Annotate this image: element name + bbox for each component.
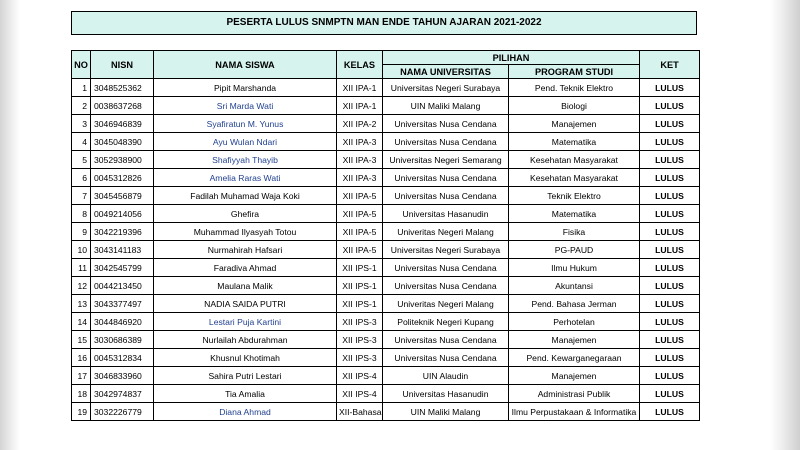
- cell-no: 16: [72, 349, 91, 367]
- cell-ket: LULUS: [640, 259, 700, 277]
- cell-kelas: XII IPA-3: [337, 169, 383, 187]
- cell-program-studi: Manajemen: [509, 367, 640, 385]
- cell-ket: LULUS: [640, 403, 700, 421]
- cell-nama-siswa: Khusnul Khotimah: [154, 349, 337, 367]
- table-row: [72, 97, 700, 115]
- header-nama-universitas: NAMA UNIVERSITAS: [383, 65, 509, 79]
- cell-no: 9: [72, 223, 91, 241]
- cell-nama-siswa: Fadilah Muhamad Waja Koki: [154, 187, 337, 205]
- cell-kelas: XII-Bahasa: [337, 403, 383, 421]
- cell-nisn: 0045312826: [91, 169, 154, 187]
- cell-kelas: XII IPA-3: [337, 133, 383, 151]
- cell-no: 14: [72, 313, 91, 331]
- cell-kelas: XII IPS-1: [337, 277, 383, 295]
- cell-ket: LULUS: [640, 367, 700, 385]
- cell-program-studi: Ilmu Perpustakaan & Informatika: [509, 403, 640, 421]
- table-row: [72, 115, 700, 133]
- cell-ket: LULUS: [640, 205, 700, 223]
- cell-no: 7: [72, 187, 91, 205]
- cell-program-studi: Pend. Kewarganegaraan: [509, 349, 640, 367]
- cell-kelas: XII IPA-3: [337, 151, 383, 169]
- cell-ket: LULUS: [640, 223, 700, 241]
- table-row: [72, 241, 700, 259]
- cell-nama-siswa: Muhammad Ilyasyah Totou: [154, 223, 337, 241]
- cell-universitas: Universitas Nusa Cendana: [383, 277, 509, 295]
- cell-nama-siswa: Maulana Malik: [154, 277, 337, 295]
- cell-ket: LULUS: [640, 97, 700, 115]
- cell-nisn: 0044213450: [91, 277, 154, 295]
- cell-no: 2: [72, 97, 91, 115]
- cell-nisn: 3046833960: [91, 367, 154, 385]
- cell-nisn: 3032226779: [91, 403, 154, 421]
- table-header-row: [72, 51, 700, 65]
- cell-program-studi: Fisika: [509, 223, 640, 241]
- cell-nisn: 3042545799: [91, 259, 154, 277]
- cell-universitas: Universitas Nusa Cendana: [383, 187, 509, 205]
- cell-no: 17: [72, 367, 91, 385]
- cell-program-studi: Biologi: [509, 97, 640, 115]
- cell-ket: LULUS: [640, 295, 700, 313]
- header-pilihan: PILIHAN: [383, 51, 640, 65]
- cell-kelas: XII IPA-5: [337, 187, 383, 205]
- cell-no: 13: [72, 295, 91, 313]
- header-nama-siswa: NAMA SISWA: [154, 51, 337, 79]
- cell-nisn: 0045312834: [91, 349, 154, 367]
- cell-kelas: XII IPA-1: [337, 97, 383, 115]
- cell-no: 1: [72, 79, 91, 97]
- cell-nisn: 3046946839: [91, 115, 154, 133]
- cell-program-studi: Administrasi Publik: [509, 385, 640, 403]
- cell-no: 10: [72, 241, 91, 259]
- cell-program-studi: PG-PAUD: [509, 241, 640, 259]
- page-left-shadow: [0, 0, 20, 450]
- table-row: [72, 295, 700, 313]
- cell-nisn: 0049214056: [91, 205, 154, 223]
- cell-program-studi: Akuntansi: [509, 277, 640, 295]
- table-row: [72, 79, 700, 97]
- cell-kelas: XII IPA-5: [337, 241, 383, 259]
- table-row: [72, 187, 700, 205]
- cell-nama-siswa: Tia Amalia: [154, 385, 337, 403]
- cell-program-studi: Matematika: [509, 133, 640, 151]
- cell-nama-siswa: Shafiyyah Thayib: [154, 151, 337, 169]
- cell-universitas: Univeritas Negeri Malang: [383, 295, 509, 313]
- cell-nama-siswa: Nurlailah Abdurahman: [154, 331, 337, 349]
- cell-kelas: XII IPA-5: [337, 205, 383, 223]
- table-row: [72, 133, 700, 151]
- header-program-studi: PROGRAM STUDI: [509, 65, 640, 79]
- cell-kelas: XII IPA-5: [337, 223, 383, 241]
- cell-ket: LULUS: [640, 79, 700, 97]
- table-body: [72, 79, 700, 421]
- cell-ket: LULUS: [640, 313, 700, 331]
- cell-nisn: 3044846920: [91, 313, 154, 331]
- cell-universitas: UIN Maliki Malang: [383, 97, 509, 115]
- cell-kelas: XII IPA-1: [337, 79, 383, 97]
- cell-universitas: Universitas Nusa Cendana: [383, 259, 509, 277]
- cell-universitas: UIN Maliki Malang: [383, 403, 509, 421]
- document-title: PESERTA LULUS SNMPTN MAN ENDE TAHUN AJARAN 2021-2022: [71, 11, 697, 35]
- header-ket: KET: [640, 51, 700, 79]
- cell-nisn: 3045048390: [91, 133, 154, 151]
- cell-nisn: 3043377497: [91, 295, 154, 313]
- cell-nama-siswa: NADIA SAIDA PUTRI: [154, 295, 337, 313]
- cell-no: 15: [72, 331, 91, 349]
- cell-nama-siswa: Nurmahirah Hafsari: [154, 241, 337, 259]
- cell-no: 4: [72, 133, 91, 151]
- cell-universitas: Universitas Nusa Cendana: [383, 169, 509, 187]
- cell-ket: LULUS: [640, 277, 700, 295]
- cell-ket: LULUS: [640, 385, 700, 403]
- cell-nama-siswa: Ayu Wulan Ndari: [154, 133, 337, 151]
- cell-program-studi: Pend. Teknik Elektro: [509, 79, 640, 97]
- cell-nama-siswa: Sahira Putri Lestari: [154, 367, 337, 385]
- cell-program-studi: Kesehatan Masyarakat: [509, 169, 640, 187]
- cell-universitas: Universitas Hasanudin: [383, 385, 509, 403]
- cell-nama-siswa: Lestari Puja Kartini: [154, 313, 337, 331]
- cell-nisn: 3048525362: [91, 79, 154, 97]
- cell-kelas: XII IPS-3: [337, 313, 383, 331]
- cell-universitas: Universitas Nusa Cendana: [383, 115, 509, 133]
- graduates-table: [71, 50, 700, 421]
- cell-kelas: XII IPS-3: [337, 349, 383, 367]
- cell-nisn: 3052938900: [91, 151, 154, 169]
- cell-universitas: Universitas Negeri Semarang: [383, 151, 509, 169]
- cell-nama-siswa: Syafiratun M. Yunus: [154, 115, 337, 133]
- cell-no: 18: [72, 385, 91, 403]
- cell-nisn: 3043141183: [91, 241, 154, 259]
- cell-nama-siswa: Diana Ahmad: [154, 403, 337, 421]
- table-row: [72, 367, 700, 385]
- cell-program-studi: Manajemen: [509, 331, 640, 349]
- cell-no: 11: [72, 259, 91, 277]
- cell-program-studi: Ilmu Hukum: [509, 259, 640, 277]
- table-row: [72, 349, 700, 367]
- cell-ket: LULUS: [640, 241, 700, 259]
- cell-ket: LULUS: [640, 151, 700, 169]
- header-nisn: NISN: [91, 51, 154, 79]
- cell-nama-siswa: Amelia Raras Wati: [154, 169, 337, 187]
- cell-nama-siswa: Sri Marda Wati: [154, 97, 337, 115]
- cell-kelas: XII IPS-4: [337, 385, 383, 403]
- cell-no: 3: [72, 115, 91, 133]
- cell-ket: LULUS: [640, 115, 700, 133]
- cell-nisn: 3045456879: [91, 187, 154, 205]
- table-row: [72, 385, 700, 403]
- cell-program-studi: Matematika: [509, 205, 640, 223]
- cell-kelas: XII IPS-1: [337, 295, 383, 313]
- header-no: NO: [72, 51, 91, 79]
- cell-program-studi: Pend. Bahasa Jerman: [509, 295, 640, 313]
- cell-nama-siswa: Pipit Marshanda: [154, 79, 337, 97]
- cell-kelas: XII IPS-4: [337, 367, 383, 385]
- cell-ket: LULUS: [640, 349, 700, 367]
- cell-universitas: Universitas Negeri Surabaya: [383, 79, 509, 97]
- cell-nisn: 3042219396: [91, 223, 154, 241]
- cell-no: 8: [72, 205, 91, 223]
- cell-universitas: Univeritas Negeri Malang: [383, 223, 509, 241]
- table-row: [72, 205, 700, 223]
- cell-nama-siswa: Ghefira: [154, 205, 337, 223]
- page-right-shadow: [770, 0, 800, 450]
- cell-ket: LULUS: [640, 133, 700, 151]
- table-row: [72, 259, 700, 277]
- cell-nama-siswa: Faradiva Ahmad: [154, 259, 337, 277]
- cell-ket: LULUS: [640, 187, 700, 205]
- cell-kelas: XII IPS-3: [337, 331, 383, 349]
- cell-program-studi: Manajemen: [509, 115, 640, 133]
- table-row: [72, 151, 700, 169]
- table-row: [72, 169, 700, 187]
- table-row: [72, 331, 700, 349]
- cell-kelas: XII IPS-1: [337, 259, 383, 277]
- cell-nisn: 3042974837: [91, 385, 154, 403]
- cell-universitas: Universitas Nusa Cendana: [383, 349, 509, 367]
- table-row: [72, 277, 700, 295]
- cell-ket: LULUS: [640, 331, 700, 349]
- cell-no: 5: [72, 151, 91, 169]
- table-row: [72, 223, 700, 241]
- cell-nisn: 0038637268: [91, 97, 154, 115]
- cell-ket: LULUS: [640, 169, 700, 187]
- cell-universitas: Universitas Hasanudin: [383, 205, 509, 223]
- cell-universitas: Universitas Nusa Cendana: [383, 133, 509, 151]
- cell-universitas: UIN Alaudin: [383, 367, 509, 385]
- cell-program-studi: Perhotelan: [509, 313, 640, 331]
- table-row: [72, 403, 700, 421]
- cell-no: 6: [72, 169, 91, 187]
- cell-universitas: Universitas Nusa Cendana: [383, 331, 509, 349]
- header-kelas: KELAS: [337, 51, 383, 79]
- cell-universitas: Politeknik Negeri Kupang: [383, 313, 509, 331]
- cell-program-studi: Kesehatan Masyarakat: [509, 151, 640, 169]
- cell-kelas: XII IPA-2: [337, 115, 383, 133]
- table-row: [72, 313, 700, 331]
- cell-program-studi: Teknik Elektro: [509, 187, 640, 205]
- cell-nisn: 3030686389: [91, 331, 154, 349]
- cell-universitas: Universitas Negeri Surabaya: [383, 241, 509, 259]
- cell-no: 19: [72, 403, 91, 421]
- cell-no: 12: [72, 277, 91, 295]
